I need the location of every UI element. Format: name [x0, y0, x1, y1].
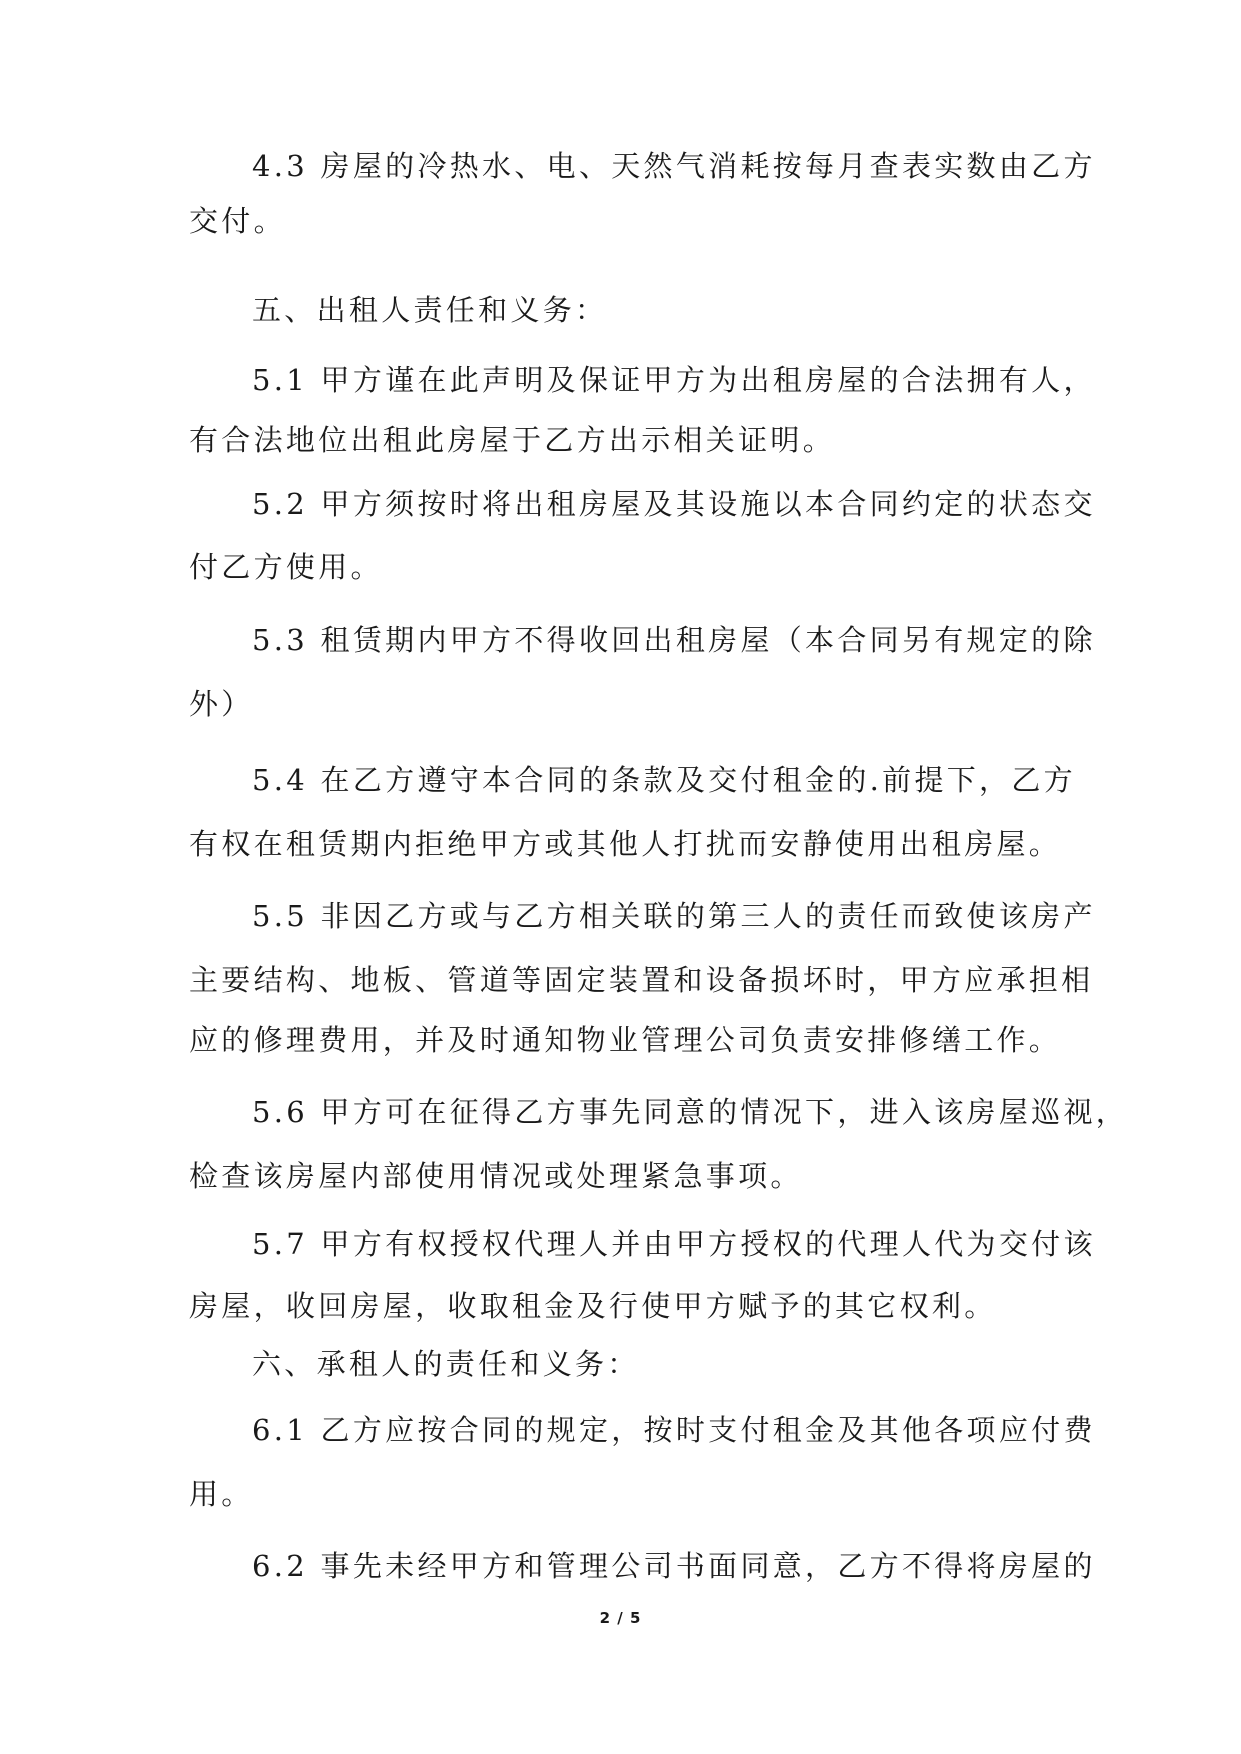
- paragraph-line: 外）: [189, 687, 254, 721]
- paragraph-line: 5.4 在乙方遵守本合同的条款及交付租金的.前提下，乙方: [252, 763, 1076, 797]
- paragraph-line: 5.3 租赁期内甲方不得收回出租房屋（本合同另有规定的除: [252, 623, 1096, 657]
- paragraph-line: 检查该房屋内部使用情况或处理紧急事项。: [189, 1159, 803, 1193]
- page-number: 2 / 5: [599, 1609, 642, 1627]
- paragraph-line: 5.7 甲方有权授权代理人并由甲方授权的代理人代为交付该: [252, 1227, 1096, 1261]
- paragraph-line: 有权在租赁期内拒绝甲方或其他人打扰而安静使用出租房屋。: [189, 827, 1062, 861]
- section-heading: 五、出租人责任和义务：: [252, 293, 608, 327]
- paragraph-line: 房屋，收回房屋，收取租金及行使甲方赋予的其它权利。: [189, 1289, 997, 1323]
- paragraph-line: 交付。: [189, 204, 286, 238]
- paragraph-line: 6.2 事先未经甲方和管理公司书面同意，乙方不得将房屋的: [252, 1549, 1096, 1583]
- paragraph-line: 6.1 乙方应按合同的规定，按时支付租金及其他各项应付费: [252, 1413, 1096, 1447]
- paragraph-line: 5.2 甲方须按时将出租房屋及其设施以本合同约定的状态交: [252, 487, 1096, 521]
- paragraph-line: 主要结构、地板、管道等固定装置和设备损坏时，甲方应承担相: [189, 963, 1094, 997]
- paragraph-line: 5.5 非因乙方或与乙方相关联的第三人的责任而致使该房产: [252, 899, 1096, 933]
- paragraph-line: 有合法地位出租此房屋于乙方出示相关证明。: [189, 423, 836, 457]
- paragraph-line: 应的修理费用，并及时通知物业管理公司负责安排修缮工作。: [189, 1023, 1062, 1057]
- paragraph-line: 用。: [189, 1477, 254, 1511]
- paragraph-line: 5.6 甲方可在征得乙方事先同意的情况下，进入该房屋巡视，: [252, 1095, 1129, 1129]
- paragraph-line: 4.3 房屋的冷热水、电、天然气消耗按每月查表实数由乙方: [252, 149, 1096, 183]
- section-heading: 六、承租人的责任和义务：: [252, 1347, 640, 1381]
- paragraph-line: 5.1 甲方谨在此声明及保证甲方为出租房屋的合法拥有人，: [252, 363, 1096, 397]
- paragraph-line: 付乙方使用。: [189, 550, 383, 584]
